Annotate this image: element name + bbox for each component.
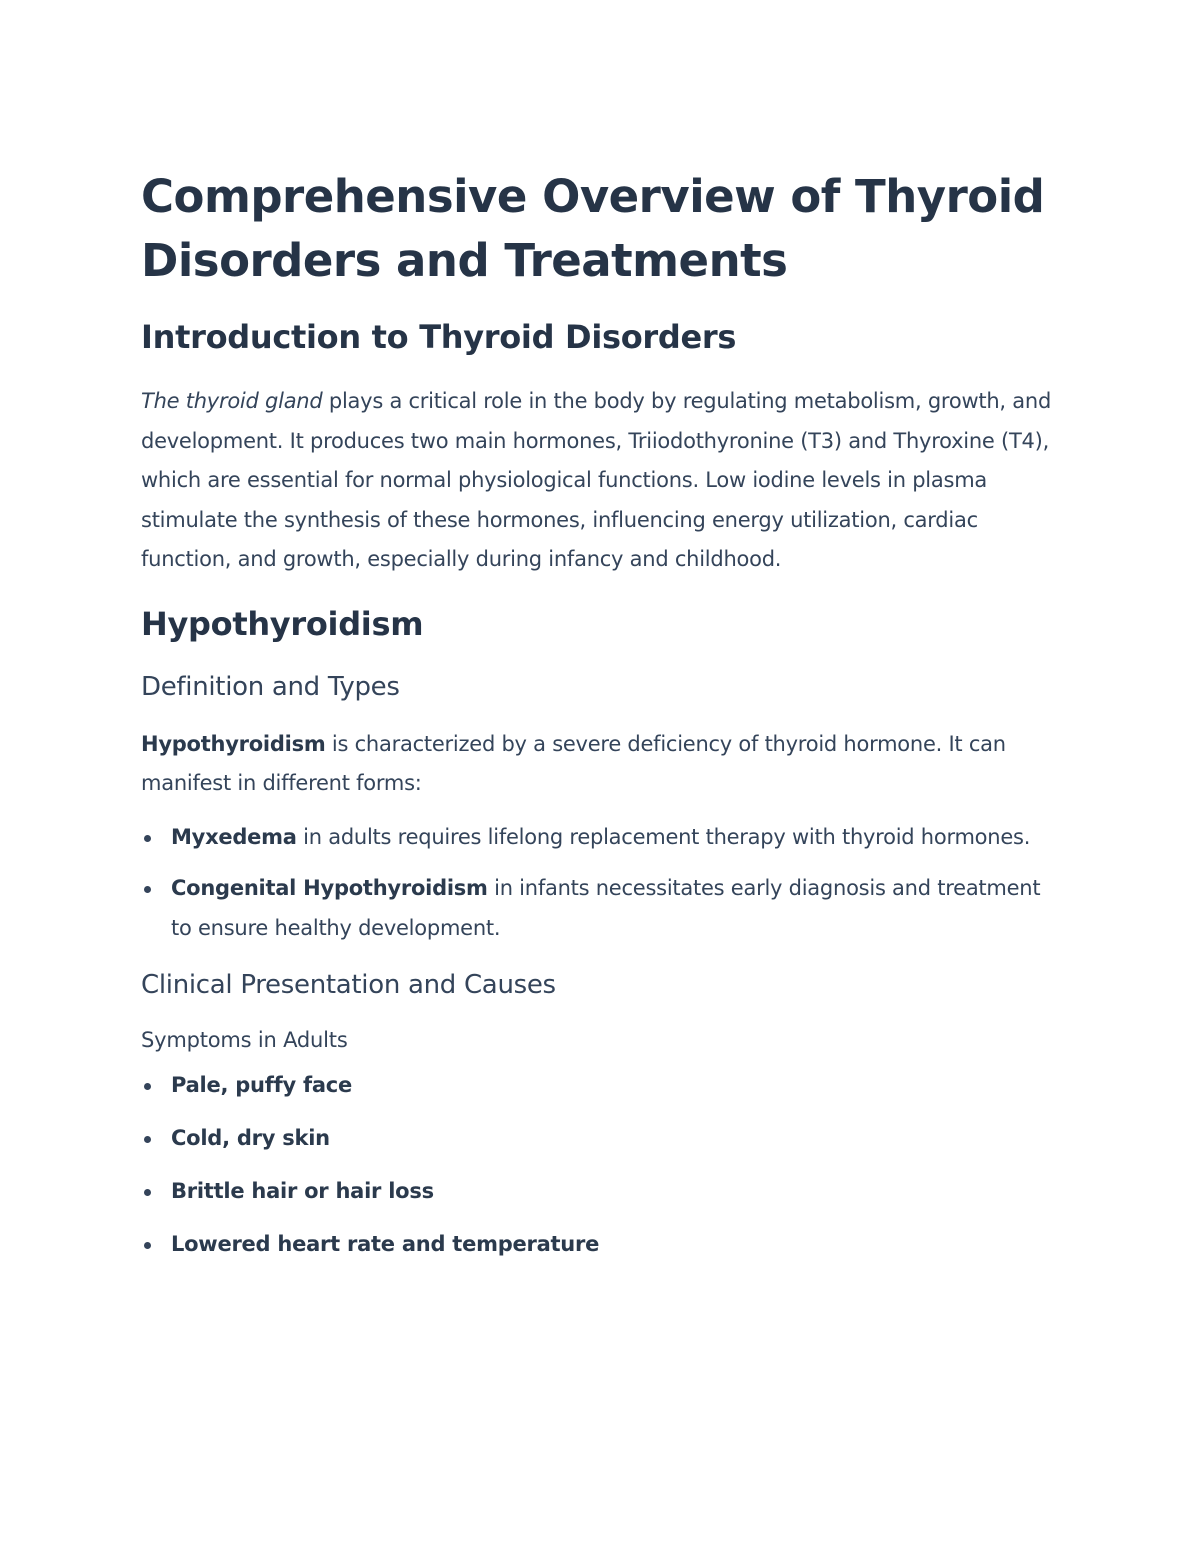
document-title: Comprehensive Overview of Thyroid Disorders and Treatments	[141, 170, 1045, 287]
symptom-text: Lowered heart rate and temperature	[171, 1232, 600, 1256]
definition-paragraph-bold: Hypothyroidism	[141, 731, 326, 756]
definition-paragraph-text: is characterized by a severe deficiency of thyroid hormone. It can manifest in different forms:	[141, 731, 1006, 795]
symptom-text: Pale, puffy face	[171, 1073, 352, 1097]
list-item	[141, 1119, 1061, 1159]
intro-paragraph-italic: The thyroid gland	[141, 389, 323, 413]
list-item-term: Myxedema	[171, 824, 297, 849]
list-item	[141, 1225, 1061, 1265]
symptoms-list	[141, 1066, 1061, 1265]
symptom-text: Cold, dry skin	[171, 1126, 330, 1150]
intro-paragraph	[141, 382, 1061, 580]
hypothyroidism-heading: Hypothyroidism	[141, 604, 424, 643]
definition-paragraph	[141, 725, 1061, 804]
clinical-heading: Clinical Presentation and Causes	[141, 970, 556, 1000]
list-item	[141, 869, 1061, 948]
list-item-term: Congenital Hypothyroidism	[171, 876, 488, 900]
definition-heading: Definition and Types	[141, 671, 400, 702]
hypothyroidism-types-list	[141, 818, 1061, 949]
document-page	[141, 165, 1061, 1265]
list-item-text: in adults requires lifelong replacement therapy with thyroid hormones.	[296, 824, 1031, 849]
list-item	[141, 818, 1061, 858]
list-item-text: in infants necessitates early diagnosis and treatment to ensure healthy development.	[171, 876, 1041, 940]
intro-heading: Introduction to Thyroid Disorders	[141, 318, 737, 356]
list-item	[141, 1066, 1061, 1106]
intro-paragraph-text: plays a critical role in the body by regulating metabolism, growth, and development. It produces two main hormones, Triiodothyronine (T3) and Thyroxine (T4), which are essential for normal physiological functions. Low iodine levels in plasma stimulate the synthesis of these hormones, influencing energy utilization, cardiac function, and growth, especially during infancy and childhood.	[141, 389, 1052, 571]
list-item	[141, 1172, 1061, 1212]
symptom-text: Brittle hair or hair loss	[171, 1179, 434, 1203]
symptoms-heading: Symptoms in Adults	[141, 1028, 348, 1052]
